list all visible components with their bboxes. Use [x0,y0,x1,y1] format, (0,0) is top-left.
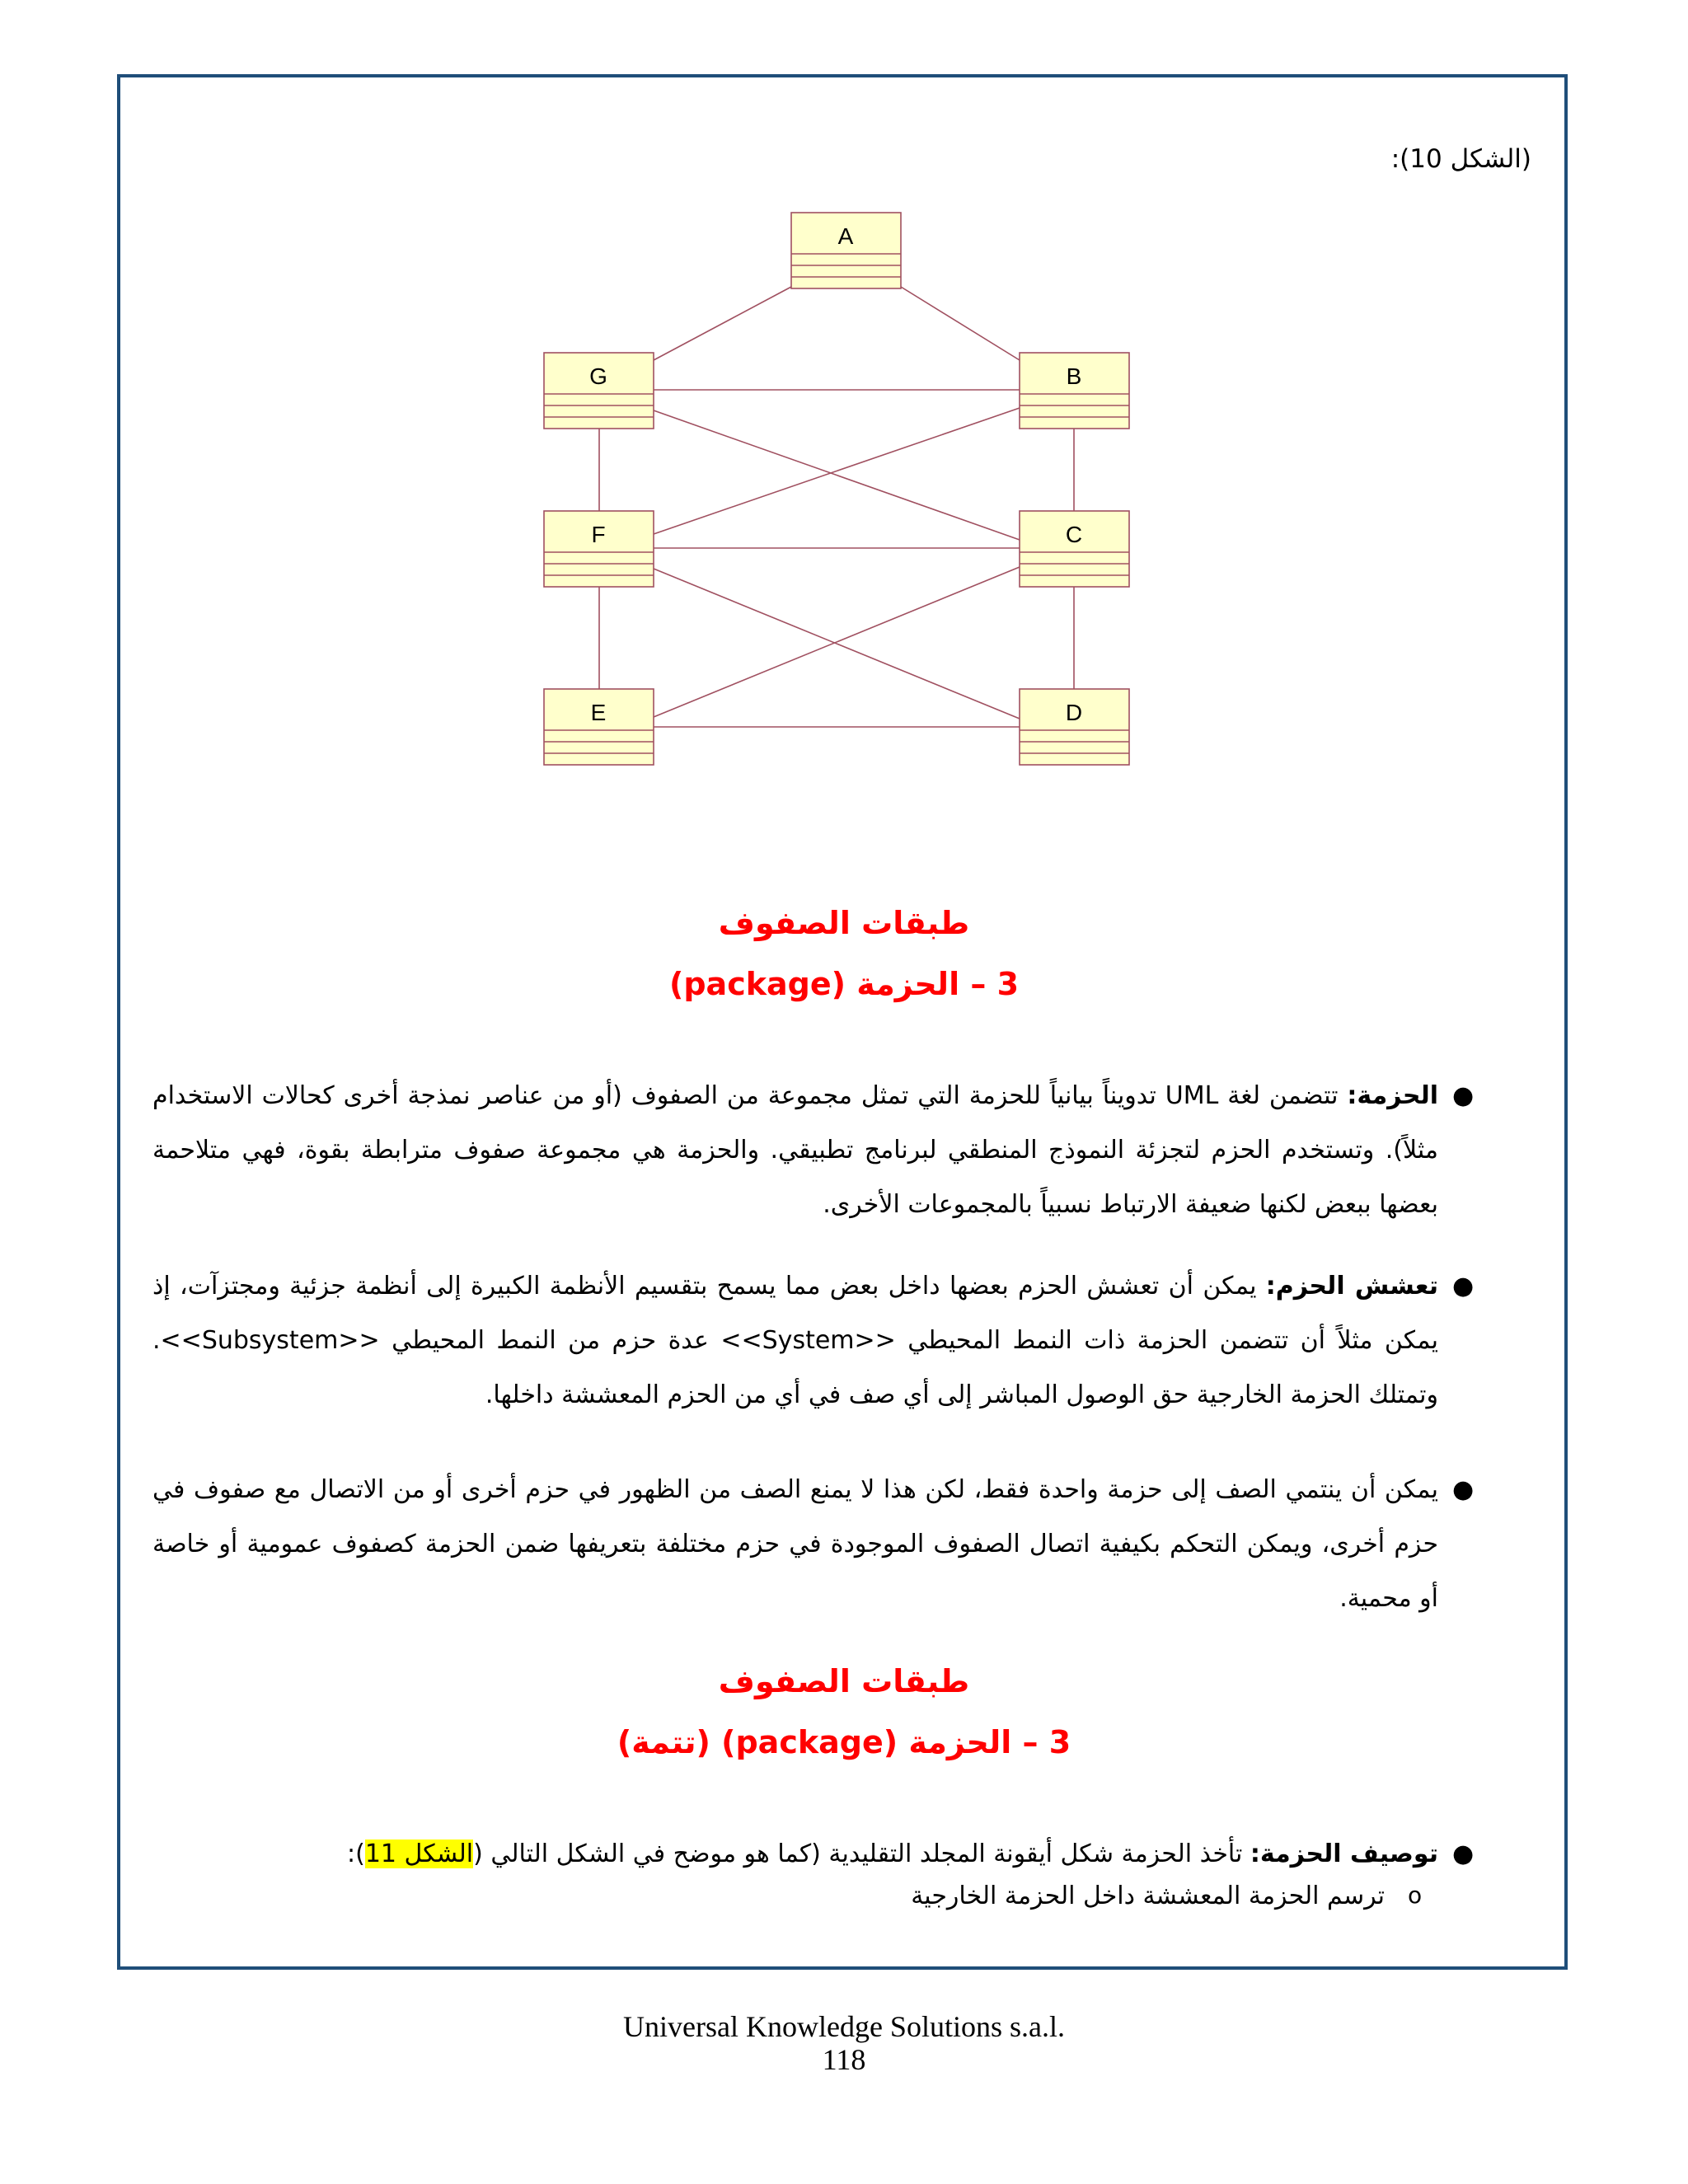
term-description: توصيف الحزمة: [1250,1840,1438,1868]
assoc-a-b [901,287,1020,360]
section1-subtitle: 3 – الحزمة (package) [668,966,1020,1002]
term-nesting: تعشش الحزم: [1265,1272,1438,1301]
text-description: تأخذ الحزمة شكل أيقونة المجلد التقليدية (كما هو موضح في الشكل التالي ( [473,1840,1250,1868]
class-a-label: A [837,223,854,249]
bullet-marker: ● [1452,1840,1475,1868]
page-number: 118 [822,2043,866,2076]
figure-10-caption: (الشكل 10): [1390,144,1531,174]
class-box-c [1020,511,1129,587]
class-d-label: D [1065,700,1083,725]
assoc-g-c [654,410,1020,540]
term-package: الحزمة: [1347,1081,1438,1110]
section2-subtitle: 3 – الحزمة (package) (تتمة) [617,1724,1071,1760]
sub-bullet-marker: o [1408,1882,1423,1909]
assoc-f-b [654,408,1020,534]
assoc-e-c [654,567,1020,717]
class-box-e [544,689,654,765]
text-membership: يمكن أن ينتمي الصف إلى حزمة واحدة فقط، لكن هذا لا يمنع الصف من الظهور في حزم أخرى أو من الاتصال مع صفوف في حزم أخرى، ويمكن التحكم بكيفية اتصال الصفوف الموجودة في حزم مختلفة بتعريفها ضمن الحزمة كصفوف عمومية أو خاصة أو محمية. [152,1475,1438,1613]
section2-title: طبقات الصفوف [718,1663,970,1699]
class-b-label: B [1066,363,1082,389]
section1-title: طبقات الصفوف [718,905,970,941]
class-f-label: F [591,522,606,547]
paragraph-class-membership [152,1463,1438,1626]
bullet-marker: ● [1452,1475,1475,1504]
assoc-f-d [654,569,1020,719]
class-box-g [544,353,654,429]
class-box-d [1020,689,1129,765]
bullet-marker: ● [1452,1081,1475,1110]
text-nesting: يمكن أن تعشش الحزم بعضها داخل بعض مما يسمح بتقسيم الأنظمة الكبيرة إلى أنظمة جزئية ومجتزآت، إذ يمكن مثلاً أن تتضمن الحزمة ذات النمط المحيطي <<System>> عدة حزم من النمط المحيطي <<Subsystem>>. وتمتلك الحزمة الخارجية حق الوصول المباشر إلى أي صف في أي من الحزم المعششة داخلها. [152,1272,1438,1409]
text-description-tail: ): [347,1840,365,1868]
text-package: تتضمن لغة UML تدويناً بيانياً للحزمة التي تمثل مجموعة من الصفوف (أو من عناصر نمذجة أخرى كحالات الاستخدام مثلاً). وتستخدم الحزم لتجزئة النموذج المنطقي لبرنامج تطبيقي. والحزمة هي مجموعة صفوف مترابطة بقوة، فهي متلاحمة بعضها ببعض لكنها ضعيفة الارتباط نسبياً بالمجموعات الأخرى. [152,1081,1438,1219]
paragraph-package-definition [152,1069,1438,1232]
uml-class-diagram [0,0,1688,783]
sub-item-nested-package: ترسم الحزمة المعششة داخل الحزمة الخارجية [911,1882,1385,1910]
paragraph-package-nesting [152,1259,1438,1422]
class-box-b [1020,353,1129,429]
assoc-a-g [654,287,791,360]
class-g-label: G [589,363,607,389]
bullet-marker: ● [1452,1272,1475,1301]
class-c-label: C [1065,522,1083,547]
association-lines [599,287,1074,727]
footer-company: Universal Knowledge Solutions s.a.l. [623,2010,1065,2043]
class-e-label: E [590,700,607,725]
class-box-a [791,213,901,288]
class-box-f [544,511,654,587]
figure-11-reference: الشكل 11 [364,1840,474,1868]
